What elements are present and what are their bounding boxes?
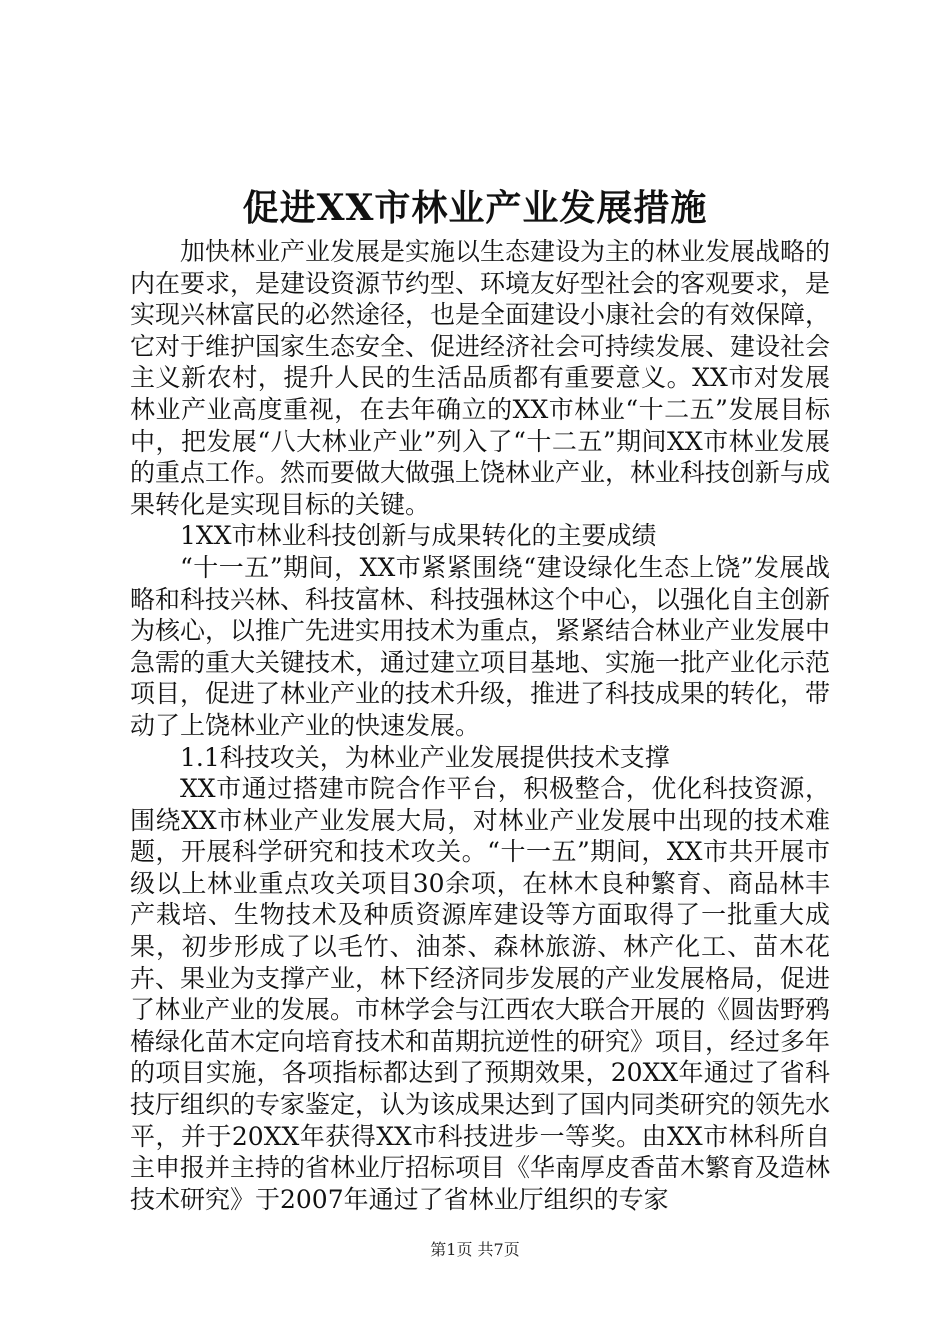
paragraph-achievements: “十一五”期间，XX市紧紧围绕“建设绿化生态上饶”发展战略和科技兴林、科技富林、科技强林这个中心，以强化自主创新为核心，以推广先进实用技术为重点，紧紧结合林业产业发展中急需的重大关键技术，通过建立项目基地、实施一批产业化示范项目，促进了林业产业的技术升级，推进了科技成果的转化，带动了上饶林业产业的快速发展。 (130, 552, 831, 740)
document-body (130, 236, 830, 1215)
document-title: 促进XX市林业产业发展措施 (242, 187, 708, 229)
section-heading-1: 1XX市林业科技创新与成果转化的主要成绩 (180, 521, 657, 551)
section-heading-1-1: 1.1科技攻关，为林业产业发展提供技术支撑 (180, 742, 670, 772)
paragraph-intro: 加快林业产业发展是实施以生态建设为主的林业发展战略的内在要求，是建设资源节约型、环境友好型社会的客观要求，是实现兴林富民的必然途径，也是全面建设小康社会的有效保障，它对于维护国家生态安全、促进经济社会可持续发展、建设社会主义新农村，提升人民的生活品质都有重要意义。XX市对发展林业产业高度重视，在去年确立的XX市林业“十二五”发展目标中，把发展“八大林业产业”列入了“十二五”期间XX市林业发展的重点工作。然而要做大做强上饶林业产业，林业科技创新与成果转化是实现目标的关键。 (130, 237, 831, 519)
paragraph-research: XX市通过搭建市院合作平台，积极整合，优化科技资源，围绕XX市林业产业发展大局，对林业产业发展中出现的技术难题，开展科学研究和技术攻关。“十一五”期间，XX市共开展市级以上林业重点攻关项目30余项，在林木良种繁育、商品林丰产栽培、生物技术及种质资源库建设等方面取得了一批重大成果，初步形成了以毛竹、油茶、森林旅游、林产化工、苗木花卉、果业为支撑产业，林下经济同步发展的产业发展格局，促进了林业产业的发展。市林学会与江西农大联合开展的《圆齿野鸦椿绿化苗木定向培育技术和苗期抗逆性的研究》项目，经过多年的项目实施，各项指标都达到了预期效果，20XX年通过了省科技厅组织的专家鉴定，认为该成果达到了国内同类研究的领先水平，并于20XX年获得XX市科技进步一等奖。由XX市林科所自主申报并主持的省林业厅招标项目《华南厚皮香苗木繁育及造林技术研究》于2007年通过了省林业厅组织的专家 (130, 774, 831, 1214)
page-footer: 第1页 共7页 (430, 1240, 520, 1259)
